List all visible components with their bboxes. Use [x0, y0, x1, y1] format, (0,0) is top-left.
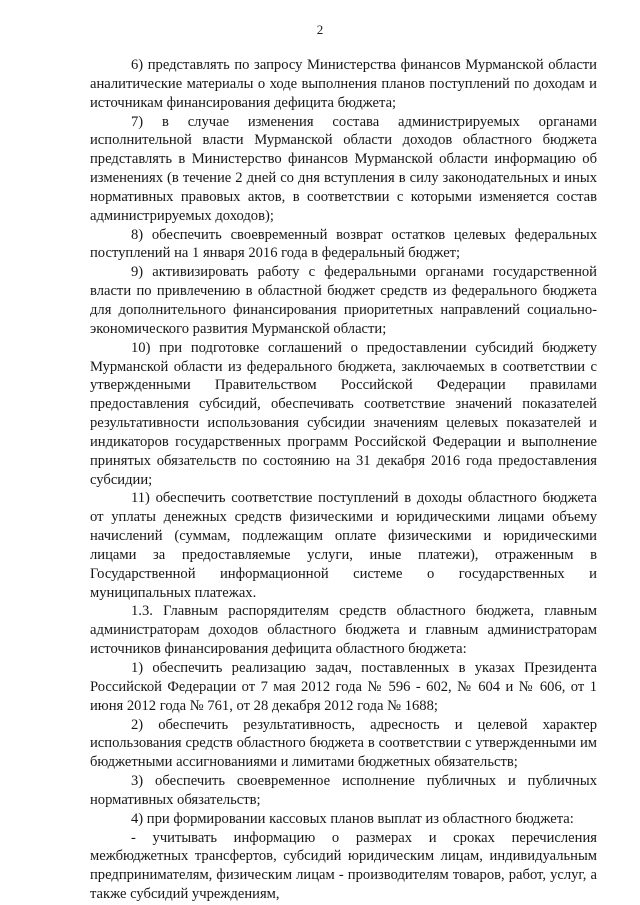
paragraph-item-11: 11) обеспечить соответствие поступлений в доходы областного бюджета от уплаты денежных средств физическими и юридическими лицами объему начислений (суммам, подлежащим оплате физическими и юридическими лицами за предоставляемые услуги, иные платежи), отраженным в Государственной информационной системе о государственных и муниципальных платежах.	[90, 490, 597, 601]
paragraph-item-3: 3) обеспечить своевременное исполнение публичных и публичных нормативных обязательств;	[90, 773, 597, 808]
paragraph-item-6: 6) представлять по запросу Министерства финансов Мурманской области аналитические материалы о ходе выполнения планов поступлений по доходам и источникам финансирования дефицита бюджета;	[90, 57, 597, 111]
section-heading-1-3: 1.3. Главным распорядителям средств областного бюджета, главным администраторам доходов областного бюджета и главным администраторам источников финансирования дефицита областного бюджета:	[90, 603, 597, 658]
paragraph-item-7: 7) в случае изменения состава администрируемых органами исполнительной власти Мурманской области доходов областного бюджета представлять в Министерство финансов Мурманской области информацию об изменениях (в течение 2 дней со дня вступления в силу законодательных и иных нормативных правовых актов, в соответствии с которыми изменяется состав администрируемых доходов);	[90, 113, 597, 224]
paragraph-item-4: 4) при формировании кассовых планов выплат из областного бюджета:	[131, 810, 574, 827]
paragraph-item-2: 2) обеспечить результативность, адресность и целевой характер использования средств областного бюджета в соответствии с утвержденными им бюджетными ассигнованиями и лимитами бюджетных обязательств;	[90, 716, 597, 771]
page-number: 2	[316, 22, 324, 37]
paragraph-item-9: 9) активизировать работу с федеральными органами государственной власти по привлечению в областной бюджет средств из федерального бюджета для дополнительного финансирования приоритетных направлений социально-экономического развития Мурманской области;	[90, 264, 597, 337]
paragraph-item-10: 10) при подготовке соглашений о предоставлении субсидий бюджету Мурманской области из федерального бюджета, заключаемых в соответствии с утвержденными Правительством Российской Федерации правилами предоставления субсидий, обеспечивать соответствие значений показателей результативности использования субсидии значениям целевых показателей и индикаторов государственных программ Российской Федерации и выполнение принятых обязательств по состоянию на 31 декабря 2016 года предоставления субсидии;	[90, 339, 597, 488]
paragraph-item-1: 1) обеспечить реализацию задач, поставленных в указах Президента Российской Федерации от 7 мая 2012 года № 596 - 602, № 604 и № 606, от 1 июня 2012 года № 761, от 28 декабря 2012 года № 1688;	[90, 660, 597, 714]
paragraph-item-8: 8) обеспечить своевременный возврат остатков целевых федеральных поступлений на 1 января 2016 года в федеральный бюджет;	[90, 226, 597, 262]
document-body	[90, 56, 597, 904]
bullet-item: - учитывать информацию о размерах и сроках перечисления межбюджетных трансфертов, субсидий юридическим лицам, индивидуальным предпринимателям, физическим лицам - производителям товаров, работ, услуг, а также субсидий учреждениям,	[90, 829, 597, 903]
